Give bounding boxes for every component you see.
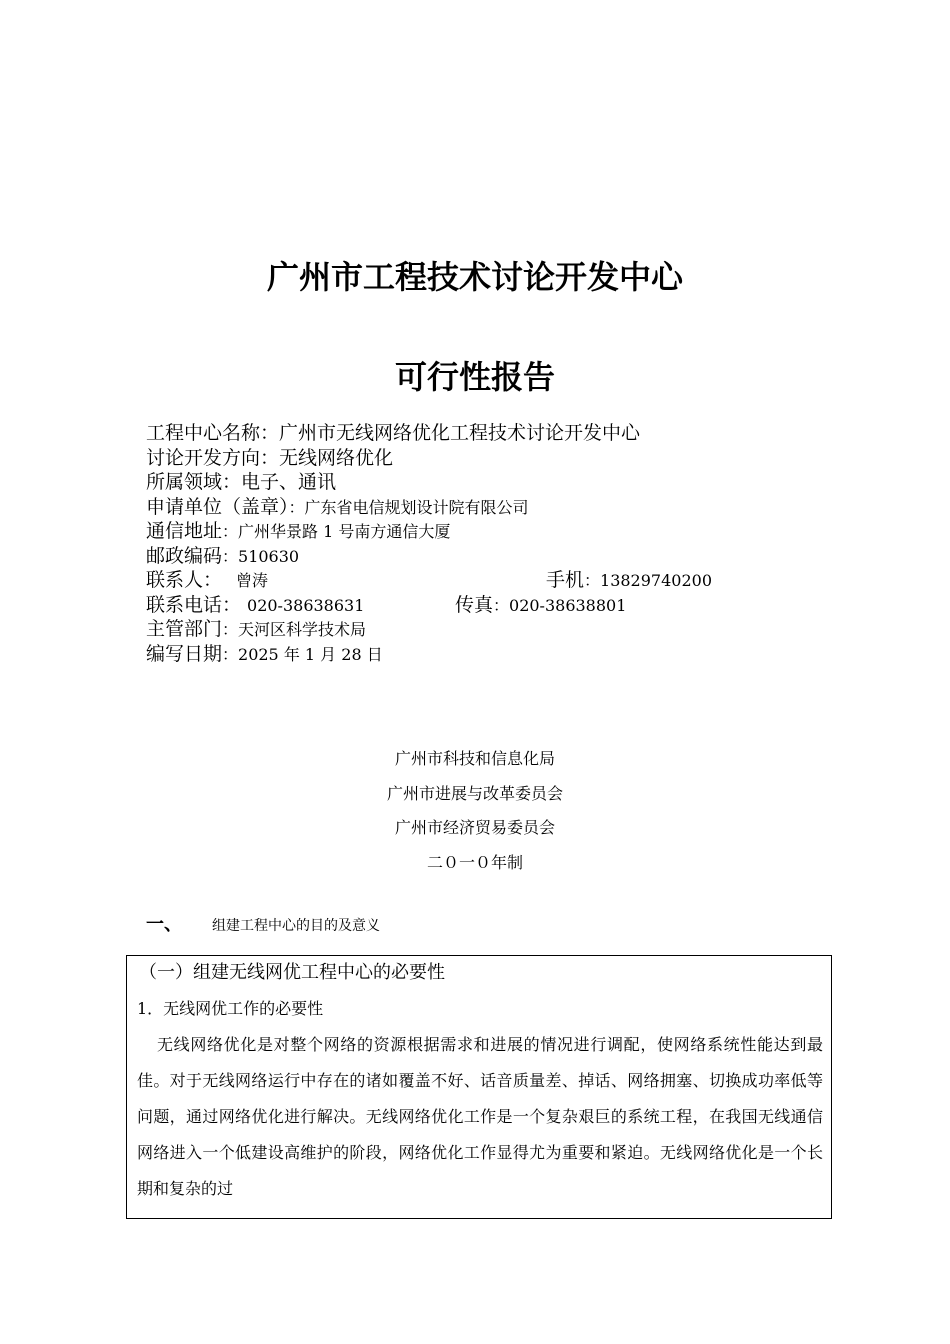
address-value: ：广州华景路 1 号南方通信大厦 [222,522,451,541]
box-paragraph: 无线网络优化是对整个网络的资源根据需求和进展的情况进行调配，使网络系统性能达到最佳。对于无线网络运行中存在的诸如覆盖不好、话音质量差、掉话、网络拥塞、切换成功率低等问题，通过网络优化进行解决。无线网络优化工作是一个复杂艰巨的系统工程，在我国无线通信网络进入一个低建设高维护的阶段，网络优化工作显得尤为重要和紧迫。无线网络优化是一个长期和复杂的过 [137,1035,823,1198]
field-value: 电子、通讯 [241,471,337,493]
phone-label: 联系电话： [146,593,242,616]
center-name-row [146,421,846,446]
content-box [126,955,832,1219]
applicant-value: ：广东省电信规划设计院有限公司 [288,497,529,517]
postcode-row [146,544,846,569]
fax-value: ：020-38638801 [493,595,627,615]
section-number: 一、 [146,914,182,935]
mobile-group [546,568,712,594]
direction-row [146,446,846,471]
mobile-value: ：13829740200 [584,571,712,590]
info-block [146,421,846,666]
issuer-line: 广州市进展与改革委员会 [386,783,563,803]
dept-value: ：天河区科学技术局 [222,620,367,639]
dept-label: 主管部门 [146,618,223,640]
address-row [146,519,846,544]
mobile-label: 手机 [546,569,585,591]
applicant-label: 申请单位（盖章） [146,495,289,518]
field-row [146,470,846,495]
postcode-value: ：510630 [222,546,300,566]
contact-value: 曾涛 [236,571,269,590]
dept-row [146,617,846,642]
contact-label: 联系人： [146,569,223,591]
direction-value: 无线网络优化 [279,446,394,469]
document-title: 广州市工程技术讨论开发中心 [266,258,683,296]
issue-year: 二０一０年制 [426,852,523,872]
contact-row [146,568,846,593]
phone-row [146,593,846,618]
postcode-label: 邮政编码 [146,544,223,567]
fax-label: 传真 [455,593,494,616]
fax-group [455,593,626,619]
section-title: 组建工程中心的目的及意义 [212,918,380,934]
applicant-row [146,495,846,520]
field-label: 所属领域： [146,471,242,493]
direction-label: 讨论开发方向： [146,446,280,469]
box-heading: （一）组建无线网优工程中心的必要性 [139,962,445,983]
issuer-line: 广州市科技和信息化局 [394,749,555,768]
date-value: ：2025 年 1 月 28 日 [222,644,383,664]
center-name-value: 广州市无线网络优化工程技术讨论开发中心 [279,422,641,444]
document-subtitle: 可行性报告 [394,358,555,396]
issuer-line: 广州市经济贸易委员会 [394,818,555,837]
box-subheading: 1．无线网优工作的必要性 [137,999,324,1018]
date-row [146,642,846,667]
address-label: 通信地址 [146,520,223,542]
section-heading [146,910,380,936]
phone-value: 020-38638631 [247,595,365,615]
issuer-block [0,745,950,883]
center-name-label: 工程中心名称： [146,422,280,444]
date-label: 编写日期 [146,642,223,665]
